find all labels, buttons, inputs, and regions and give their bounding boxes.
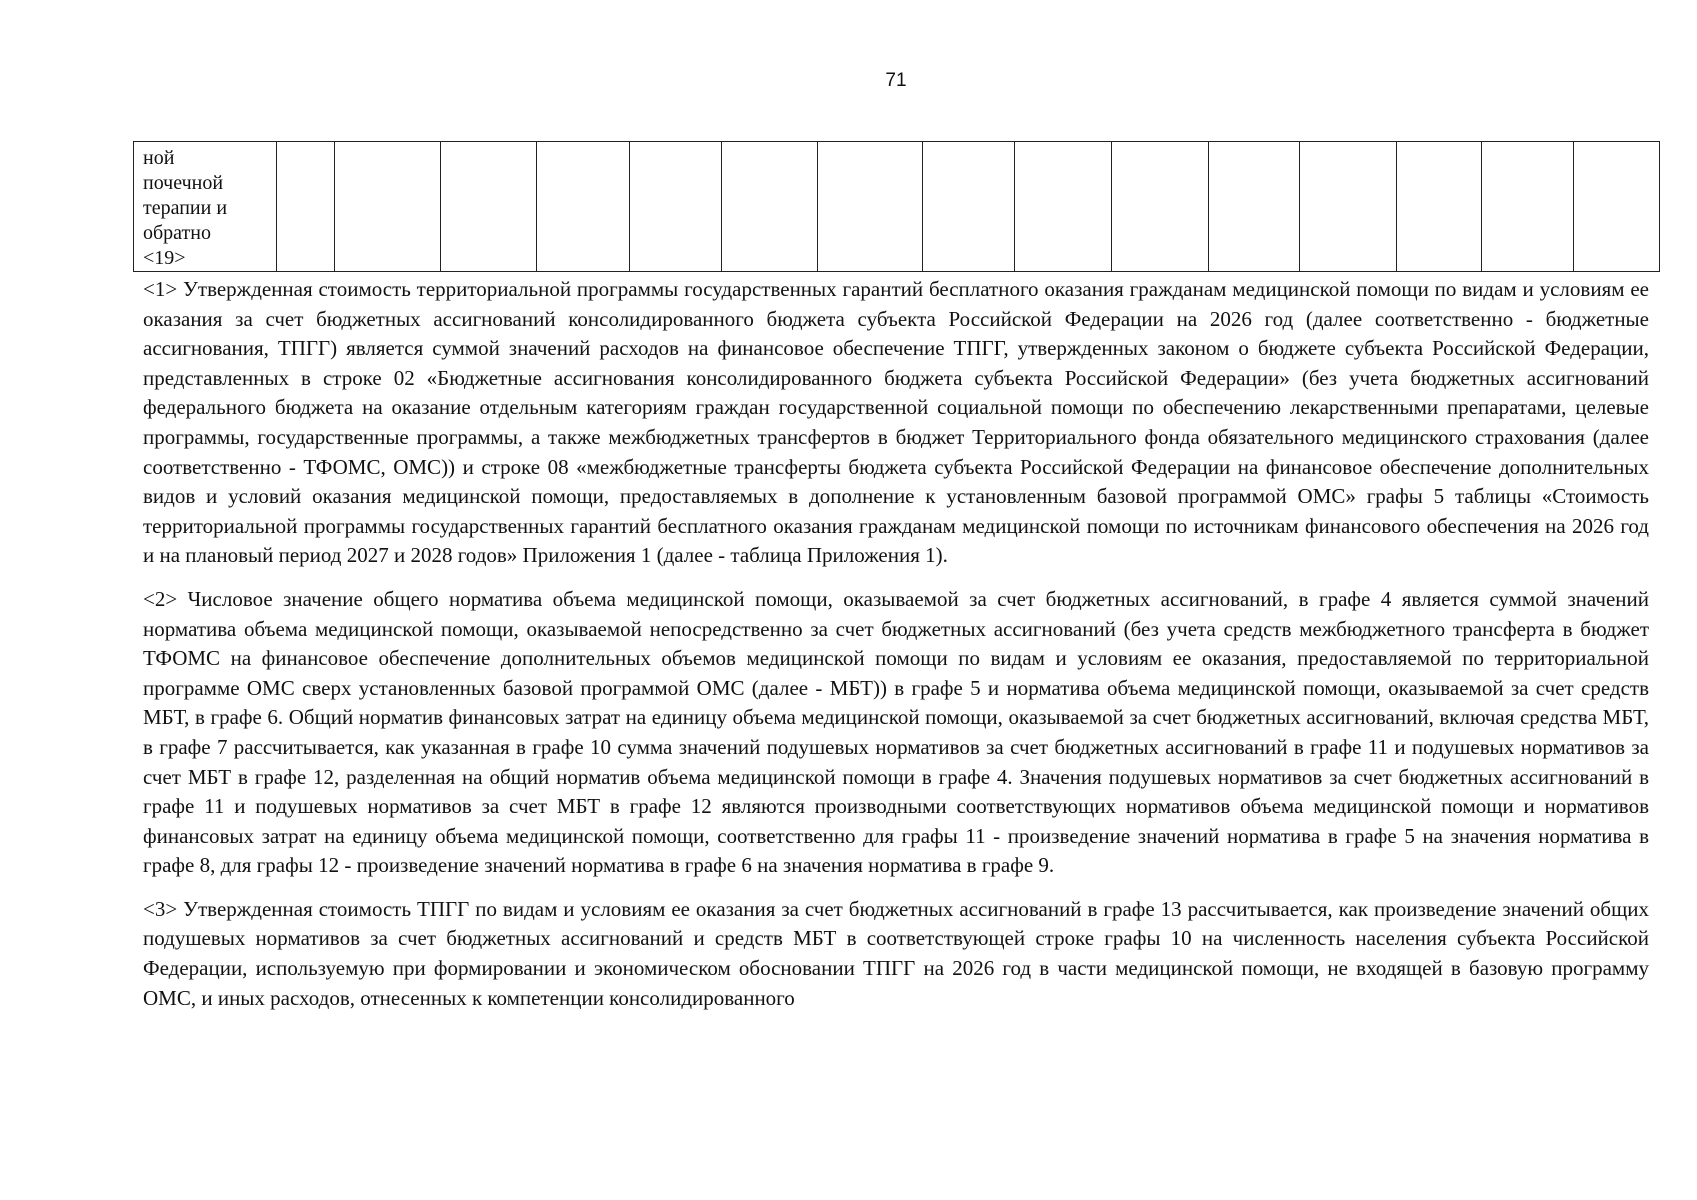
table-cell [1209,142,1300,272]
table-cell [1397,142,1482,272]
table-cell [1015,142,1112,272]
table-cell-row-label [134,142,277,272]
cell-line: обратно [143,222,211,244]
cell-line: ной [143,147,175,169]
footnotes [143,275,1649,1027]
table-row [134,142,1660,272]
continuation-table [133,141,1660,272]
table-cell [1482,142,1574,272]
cell-line: <19> [143,247,186,269]
table-cell [923,142,1015,272]
table-cell [630,142,722,272]
footnote-2: <2> Числовое значение общего норматива объема медицинской помощи, оказываемой за счет бюджетных ассигнований, в графе 4 является суммой значений норматива объема медицинской помощи, оказываемой непосредственно за счет бюджетных ассигнований (без учета средств межбюджетного трансферта в бюджет ТФОМС на финансовое обеспечение дополнительных объемов медицинской помощи по видам и условиям ее оказания, предоставляемой по территориальной программе ОМС сверх установленных базовой программой ОМС (далее - МБТ)) в графе 5 и норматива объема медицинской помощи, оказываемой за счет средств МБТ, в графе 6. Общий норматив финансовых затрат на единицу объема медицинской помощи, оказываемой за счет бюджетных ассигнований, включая средства МБТ, в графе 7 рассчитывается, как указанная в графе 10 сумма значений подушевых нормативов за счет бюджетных ассигнований в графе 11 и подушевых нормативов за счет МБТ в графе 12, разделенная на общий норматив объема медицинской помощи в графе 4. Значения подушевых нормативов за счет бюджетных ассигнований в графе 11 и подушевых нормативов за счет МБТ в графе 12 являются производными соответствующих нормативов объема медицинской помощи и нормативов финансовых затрат на единицу объема медицинской помощи, соответственно для графы 11 - произведение значений норматива в графе 5 на значения норматива в графе 8, для графы 12 - произведение значений норматива в графе 6 на значения норматива в графе 9. [143,586,1649,878]
footnote-3: <3> Утвержденная стоимость ТПГГ по видам и условиям ее оказания за счет бюджетных ассигнований в графе 13 рассчитывается, как произведение значений общих подушевых нормативов за счет бюджетных ассигнований и средств МБТ в соответствующей строке графы 10 на численность населения субъекта Российской Федерации, используемую при формировании и экономическом обосновании ТПГГ на 2026 год в части медицинской помощи, не входящей в базовую программу ОМС, и иных расходов, отнесенных к компетенции консолидированного [143,896,1649,1010]
table-cell [1112,142,1209,272]
continuation-table-wrapper [133,141,1659,272]
footnote-1: <1> Утвержденная стоимость территориальной программы государственных гарантий бесплатного оказания гражданам медицинской помощи по видам и условиям ее оказания за счет бюджетных ассигнований консолидированного бюджета субъекта Российской Федерации на 2026 год (далее соответственно - бюджетные ассигнования, ТПГГ) является суммой значений расходов на финансовое обеспечение ТПГГ, утвержденных законом о бюджете субъекта Российской Федерации, представленных в строке 02 «Бюджетные ассигнования консолидированного бюджета субъекта Российской Федерации» (без учета бюджетных ассигнований федерального бюджета на оказание отдельным категориям граждан государственной социальной помощи по обеспечению лекарственными препаратами, целевые программы, государственные программы, а также межбюджетных трансфертов в бюджет Территориального фонда обязательного медицинского страхования (далее соответственно - ТФОМС, ОМС)) и строке 08 «межбюджетные трансферты бюджета субъекта Российской Федерации на финансовое обеспечение дополнительных видов и условий оказания медицинской помощи, предоставляемых в дополнение к установленным базовой программой ОМС» графы 5 таблицы «Стоимость территориальной программы государственных гарантий бесплатного оказания гражданам медицинской помощи по источникам финансового обеспечения на 2026 год и на плановый период 2027 и 2028 годов» Приложения 1 (далее - таблица Приложения 1). [143,277,1649,568]
table-cell [1574,142,1660,272]
cell-line: почечной [143,172,224,194]
page-number: 71 [885,70,907,91]
table-cell [441,142,537,272]
table-cell [537,142,630,272]
table-cell [818,142,923,272]
table-cell [722,142,818,272]
table-cell [277,142,335,272]
table-cell [1300,142,1397,272]
table-cell [335,142,441,272]
cell-line: терапии и [143,197,228,219]
